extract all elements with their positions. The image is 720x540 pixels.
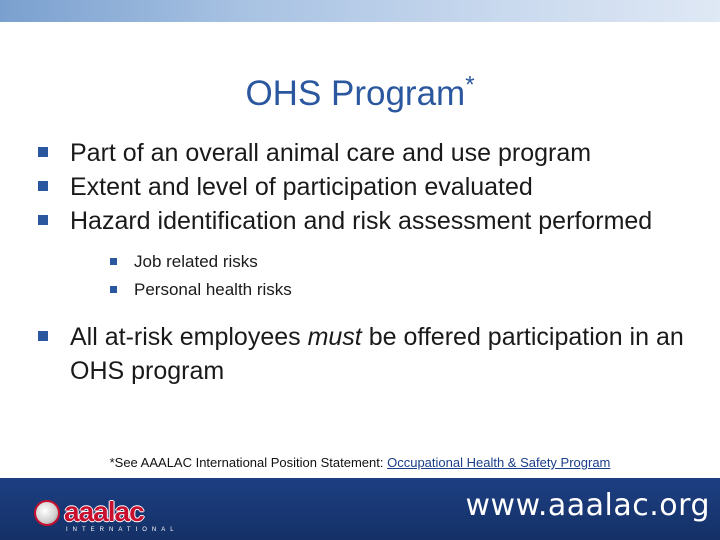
slide-title bbox=[0, 72, 720, 116]
bullet-item bbox=[38, 170, 708, 204]
bullet-item bbox=[38, 204, 708, 304]
logo-subtext: INTERNATIONAL bbox=[66, 527, 179, 533]
bullet-text-start: All at-risk employees bbox=[70, 323, 308, 351]
title-text: OHS Program bbox=[245, 74, 466, 113]
sub-bullet-text: Personal health risks bbox=[134, 280, 292, 299]
bullet-emphasis: must bbox=[307, 323, 362, 351]
position-statement-link[interactable]: Occupational Health & Safety Program bbox=[387, 455, 611, 470]
bullet-item bbox=[38, 136, 708, 170]
footer-bar bbox=[0, 478, 720, 540]
bullet-text: Extent and level of participation evaluated bbox=[70, 173, 533, 201]
bullet-text-end: be offered participation in an OHS program bbox=[70, 323, 684, 385]
footnote bbox=[0, 455, 720, 470]
sub-bullet-list bbox=[70, 248, 708, 304]
bullet-list bbox=[38, 136, 708, 388]
square-bullet-icon bbox=[110, 258, 117, 265]
title-footnote-marker: * bbox=[465, 71, 475, 99]
bullet-text: Hazard identification and risk assessment performed bbox=[70, 207, 653, 235]
square-bullet-icon bbox=[110, 286, 117, 293]
sub-bullet-text: Job related risks bbox=[134, 252, 258, 271]
sub-bullet-item bbox=[70, 248, 708, 276]
bullet-text: Part of an overall animal care and use program bbox=[70, 139, 592, 167]
website-url[interactable]: www.aaalac.org bbox=[465, 488, 710, 523]
square-bullet-icon bbox=[38, 215, 48, 225]
logo-wordmark: aaalac bbox=[64, 496, 144, 527]
top-banner bbox=[0, 0, 720, 22]
bullet-item bbox=[38, 320, 708, 388]
square-bullet-icon bbox=[38, 147, 48, 157]
footnote-text: *See AAALAC International Position Statement: bbox=[109, 455, 388, 470]
square-bullet-icon bbox=[38, 331, 48, 341]
globe-icon bbox=[34, 500, 60, 526]
sub-bullet-item bbox=[70, 276, 708, 304]
square-bullet-icon bbox=[38, 181, 48, 191]
